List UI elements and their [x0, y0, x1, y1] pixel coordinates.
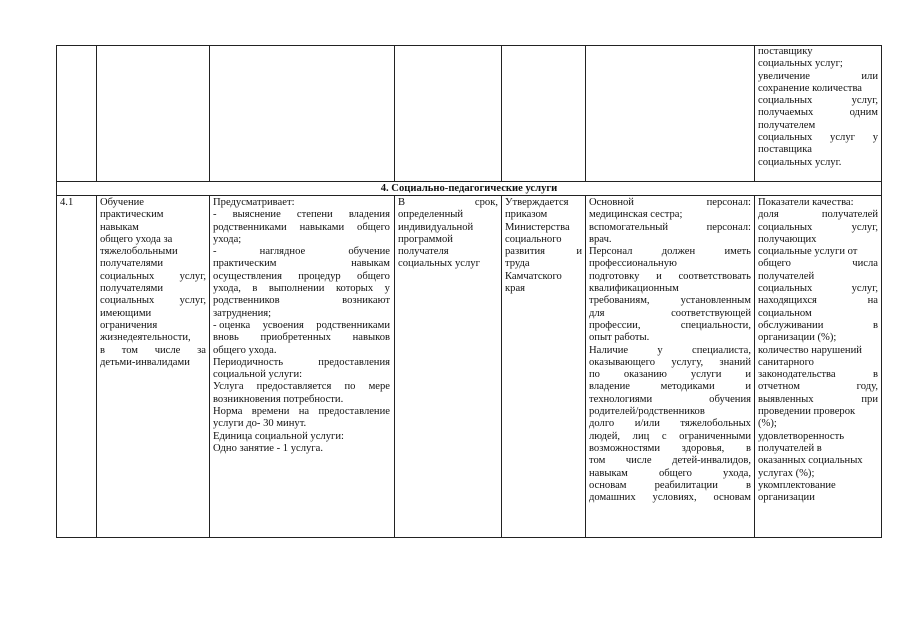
text-line: социальных услуг, — [758, 95, 878, 107]
text-line: Услуга предоставляется по мере — [213, 381, 390, 393]
text-line: том числе детей-инвалидов, — [589, 455, 751, 467]
text-line: труда — [505, 258, 530, 270]
column-divider — [56, 195, 57, 538]
section-header: 4. Социально-педагогические услуги — [380, 183, 558, 194]
text-line: социальных услуг — [398, 258, 480, 270]
text-line: Показатели качества: — [758, 197, 854, 208]
text-line: обслуживании в — [758, 319, 878, 331]
quality-indicators-continued — [758, 46, 878, 169]
text-line: получателями — [100, 283, 164, 295]
text-line: организации — [758, 492, 815, 504]
text-line: требованиям, установленным — [589, 295, 751, 307]
text-line: получателя — [398, 246, 449, 258]
text-line: родственниками навыками общего — [213, 221, 390, 233]
quality-indicators-cell — [758, 197, 878, 504]
column-divider — [394, 195, 395, 538]
text-line: практическим — [100, 209, 164, 221]
text-line: ухода, в выполнении которых у — [213, 283, 390, 295]
text-line: Министерства — [505, 221, 570, 233]
text-line: вспомогательный персонал: — [589, 221, 751, 233]
text-line: долго и/или тяжелобольных — [589, 418, 751, 430]
text-line: общего ухода. — [213, 344, 277, 356]
text-line: количество нарушений — [758, 344, 862, 356]
text-line: получающих — [758, 233, 817, 245]
text-line: увеличение или — [758, 70, 878, 82]
text-line: Обучение — [100, 197, 145, 208]
row-divider — [56, 181, 882, 182]
text-line: опыт работы. — [589, 332, 650, 344]
text-line: Одно занятие - 1 услуга. — [213, 442, 323, 454]
column-divider — [56, 45, 57, 182]
text-line: в том числе за — [100, 344, 206, 356]
column-divider — [501, 195, 502, 538]
text-line: социальных услуг у — [758, 132, 878, 144]
column-divider — [881, 45, 882, 182]
text-line: врач. — [589, 233, 612, 245]
tariff-cell — [505, 197, 582, 295]
text-line: социальных услуг, — [100, 295, 206, 307]
text-line: социальные услуги от — [758, 246, 858, 258]
text-line: услуги до- 30 минут. — [213, 418, 307, 430]
text-line: удовлетворенность — [758, 430, 845, 442]
column-divider — [394, 45, 395, 182]
text-line: - наглядное обучение — [213, 246, 390, 258]
text-line: доля получателей — [758, 209, 878, 221]
text-line: навыкам — [100, 221, 139, 233]
text-line: профессиональную — [589, 258, 677, 270]
text-line: социальных услуг, — [100, 270, 206, 282]
text-line: имеющими — [100, 307, 152, 319]
text-line: социальных услуг; — [758, 58, 843, 70]
column-divider — [754, 45, 755, 182]
text-line: навыкам общего ухода, — [589, 467, 751, 479]
text-line: получателями — [100, 258, 164, 270]
text-line: находящихся на — [758, 295, 878, 307]
column-divider — [754, 195, 755, 538]
text-line: Основной персонал: — [589, 197, 751, 208]
text-line: подготовку и соответствовать — [589, 270, 751, 282]
text-line: технологиями обучения — [589, 393, 751, 405]
text-line: осуществления процедур общего — [213, 270, 390, 282]
text-line: ухода; — [213, 233, 242, 245]
text-line: поставщика — [758, 144, 812, 156]
text-line: законодательства в — [758, 369, 878, 381]
row-number — [60, 197, 92, 209]
text-line: медицинская сестра; — [589, 209, 683, 221]
text-line: поставщику — [758, 46, 813, 57]
service-name-cell — [100, 197, 206, 369]
text-line: практическим навыкам — [213, 258, 390, 270]
text-line: проведении проверок — [758, 406, 856, 418]
text-line: получателем — [758, 119, 816, 131]
text-line: социальном — [758, 307, 812, 319]
text-line: Норма времени на предоставление — [213, 406, 390, 418]
service-description-cell — [213, 197, 390, 455]
text-line: людей, лиц с ограниченными — [589, 430, 751, 442]
text-line: владение методиками и — [589, 381, 751, 393]
text-line: тяжелобольными — [100, 246, 178, 258]
text-line: услугах (%); — [758, 467, 815, 479]
text-line: Единица социальной услуги: — [213, 430, 344, 442]
text-line: социальных услуг, — [758, 221, 878, 233]
text-line: затруднения; — [213, 307, 272, 319]
text-line: края — [505, 283, 526, 295]
text-line: Камчатского — [505, 270, 562, 282]
column-divider — [209, 45, 210, 182]
text-line: социального — [505, 233, 562, 245]
text-line: получателей в — [758, 442, 822, 454]
conditions-cell — [589, 197, 751, 504]
text-line: социальной услуги: — [213, 369, 303, 381]
text-line: - выяснение степени владения — [213, 209, 390, 221]
text-line: отчетном году, — [758, 381, 878, 393]
text-line: Утверждается — [505, 197, 569, 208]
text-line: выявленных при — [758, 393, 878, 405]
text-line: программой — [398, 233, 453, 245]
text-line: родственников возникают — [213, 295, 390, 307]
text-line: социальных услуг. — [758, 156, 842, 168]
text-line: общего числа — [758, 258, 878, 270]
column-divider — [585, 45, 586, 182]
column-divider — [96, 195, 97, 538]
text-line: основам реабилитации в — [589, 479, 751, 491]
text-line: жизнедеятельности, — [100, 332, 191, 344]
text-line: ограничения — [100, 319, 158, 331]
text-line: санитарного — [758, 356, 814, 368]
text-line: оказанных социальных — [758, 455, 863, 467]
column-divider — [501, 45, 502, 182]
text-line: общего ухода за — [100, 233, 173, 245]
text-line: возникновения потребности. — [213, 393, 344, 405]
text-line: социальных услуг, — [758, 283, 878, 295]
text-line: определенный — [398, 209, 464, 221]
text-line: - оценка усвоения родственниками — [213, 319, 390, 331]
text-line: детьми-инвалидами — [100, 356, 190, 368]
text-line: родителей/родственников — [589, 406, 705, 418]
text-line: (%); — [758, 418, 777, 430]
column-divider — [209, 195, 210, 538]
column-divider — [881, 195, 882, 538]
text-line: Предусматривает: — [213, 197, 295, 208]
column-divider — [585, 195, 586, 538]
text-line: Персонал должен иметь — [589, 246, 751, 258]
text-line: возможностями здоровья, в — [589, 442, 751, 454]
text-line: для соответствующей — [589, 307, 751, 319]
text-line: профессии, специальности, — [589, 319, 751, 331]
service-term-cell — [398, 197, 498, 271]
column-divider — [96, 45, 97, 182]
text-line: В срок, — [398, 197, 498, 208]
text-line: индивидуальной — [398, 221, 474, 233]
text-line: вновь приобретенных навыков — [213, 332, 390, 344]
text-line: сохранение количества — [758, 82, 863, 94]
text-line: получателей — [758, 270, 815, 282]
text-line: получаемых одним — [758, 107, 878, 119]
text-line: приказом — [505, 209, 548, 221]
text-line: Периодичность предоставления — [213, 356, 390, 368]
text-line: укомплектование — [758, 479, 836, 491]
section-divider — [56, 195, 882, 196]
text-line: развития и — [505, 246, 582, 258]
text-line: Наличие у специалиста, — [589, 344, 751, 356]
text-line: 4.1 — [60, 197, 74, 208]
text-line: по оказанию услуги и — [589, 369, 751, 381]
text-line: оказывающего услугу, знаний — [589, 356, 751, 368]
text-line: квалификационным — [589, 283, 679, 295]
text-line: организации (%); — [758, 332, 837, 344]
text-line: домашних условиях, основам — [589, 492, 751, 504]
table-bottom-border — [56, 537, 882, 538]
